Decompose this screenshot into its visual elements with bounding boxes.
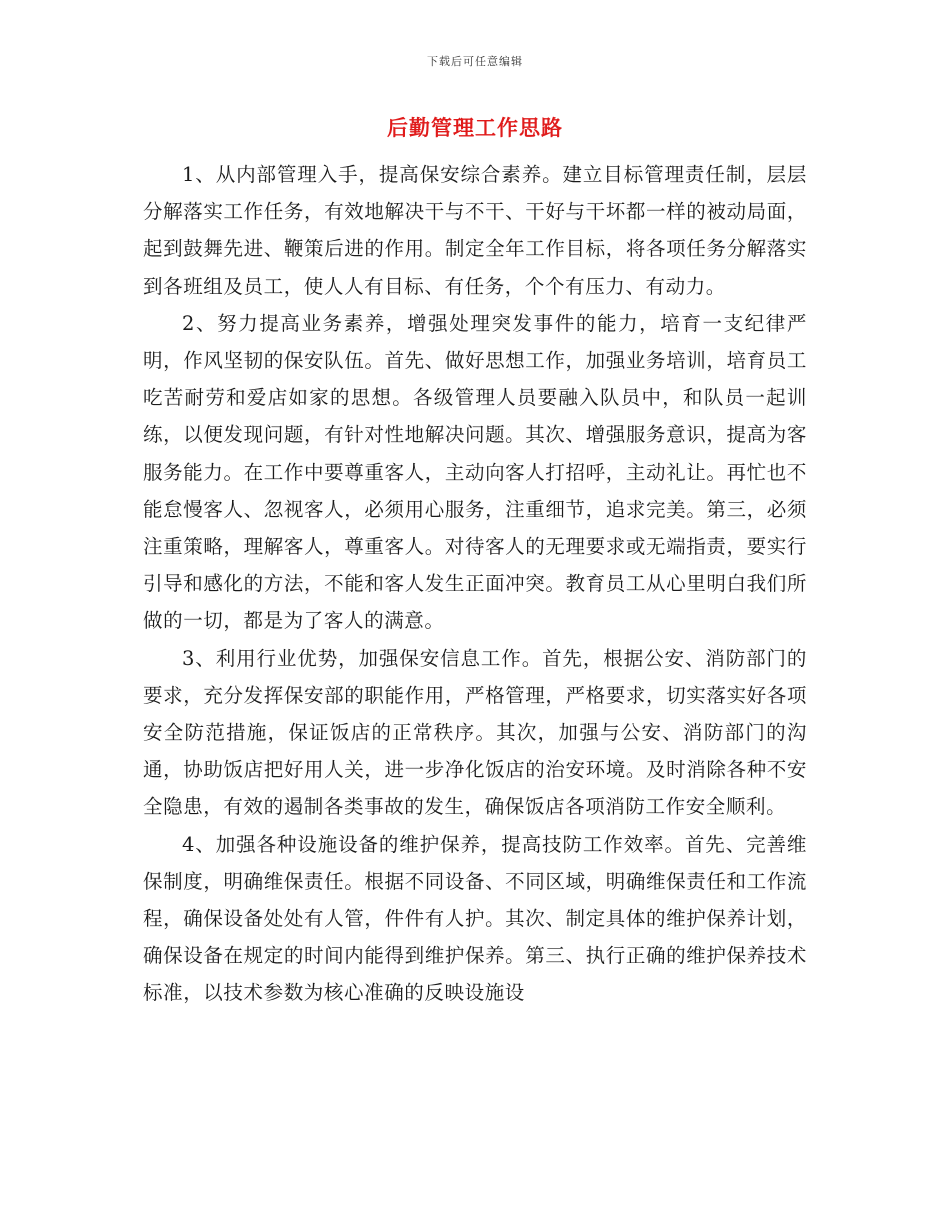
paragraph-3: 3、利用行业优势，加强保安信息工作。首先，根据公安、消防部门的要求，充分发挥保安部的职能作用，严格管理，严格要求，切实落实好各项安全防范措施，保证饭店的正常秩序。其次，加强与公安、消防部门的沟通，协助饭店把好用人关，进一步净化饭店的治安环境。及时消除各种不安全隐患，有效的遏制各类事故的发生，确保饭店各项消防工作安全顺利。 xyxy=(143,646,807,819)
paragraph-4: 4、加强各种设施设备的维护保养，提高技防工作效率。首先、完善维保制度，明确维保责任。根据不同设备、不同区域，明确维保责任和工作流程，确保设备处处有人管，件件有人护。其次、制定具体的维护保养计划，确保设备在规定的时间内能得到维护保养。第三、执行正确的维护保养技术标准，以技术参数为核心准确的反映设施设 xyxy=(143,832,807,1005)
paragraph-2: 2、努力提高业务素养，增强处理突发事件的能力，培育一支纪律严明，作风坚韧的保安队伍。首先、做好思想工作，加强业务培训，培育员工吃苦耐劳和爱店如家的思想。各级管理人员要融入队员中，和队员一起训练，以便发现问题，有针对性地解决问题。其次、增强服务意识，提高为客服务能力。在工作中要尊重客人，主动向客人打招呼，主动礼让。再忙也不能怠慢客人、忽视客人，必须用心服务，注重细节，追求完美。第三，必须注重策略，理解客人，尊重客人。对待客人的无理要求或无端指责，要实行引导和感化的方法，不能和客人发生正面冲突。教育员工从心里明白我们所做的一切，都是为了客人的满意。 xyxy=(143,311,807,633)
page-header-note: 下载后可任意编辑 xyxy=(427,55,523,68)
document-title: 后勤管理工作思路 xyxy=(387,115,563,140)
document-body xyxy=(143,156,807,1012)
paragraph-1: 1、从内部管理入手，提高保安综合素养。建立目标管理责任制，层层分解落实工作任务，有效地解决干与不干、干好与干坏都一样的被动局面，起到鼓舞先进、鞭策后进的作用。制定全年工作目标，将各项任务分解落实到各班组及员工，使人人有目标、有任务，个个有压力、有动力。 xyxy=(143,163,807,298)
